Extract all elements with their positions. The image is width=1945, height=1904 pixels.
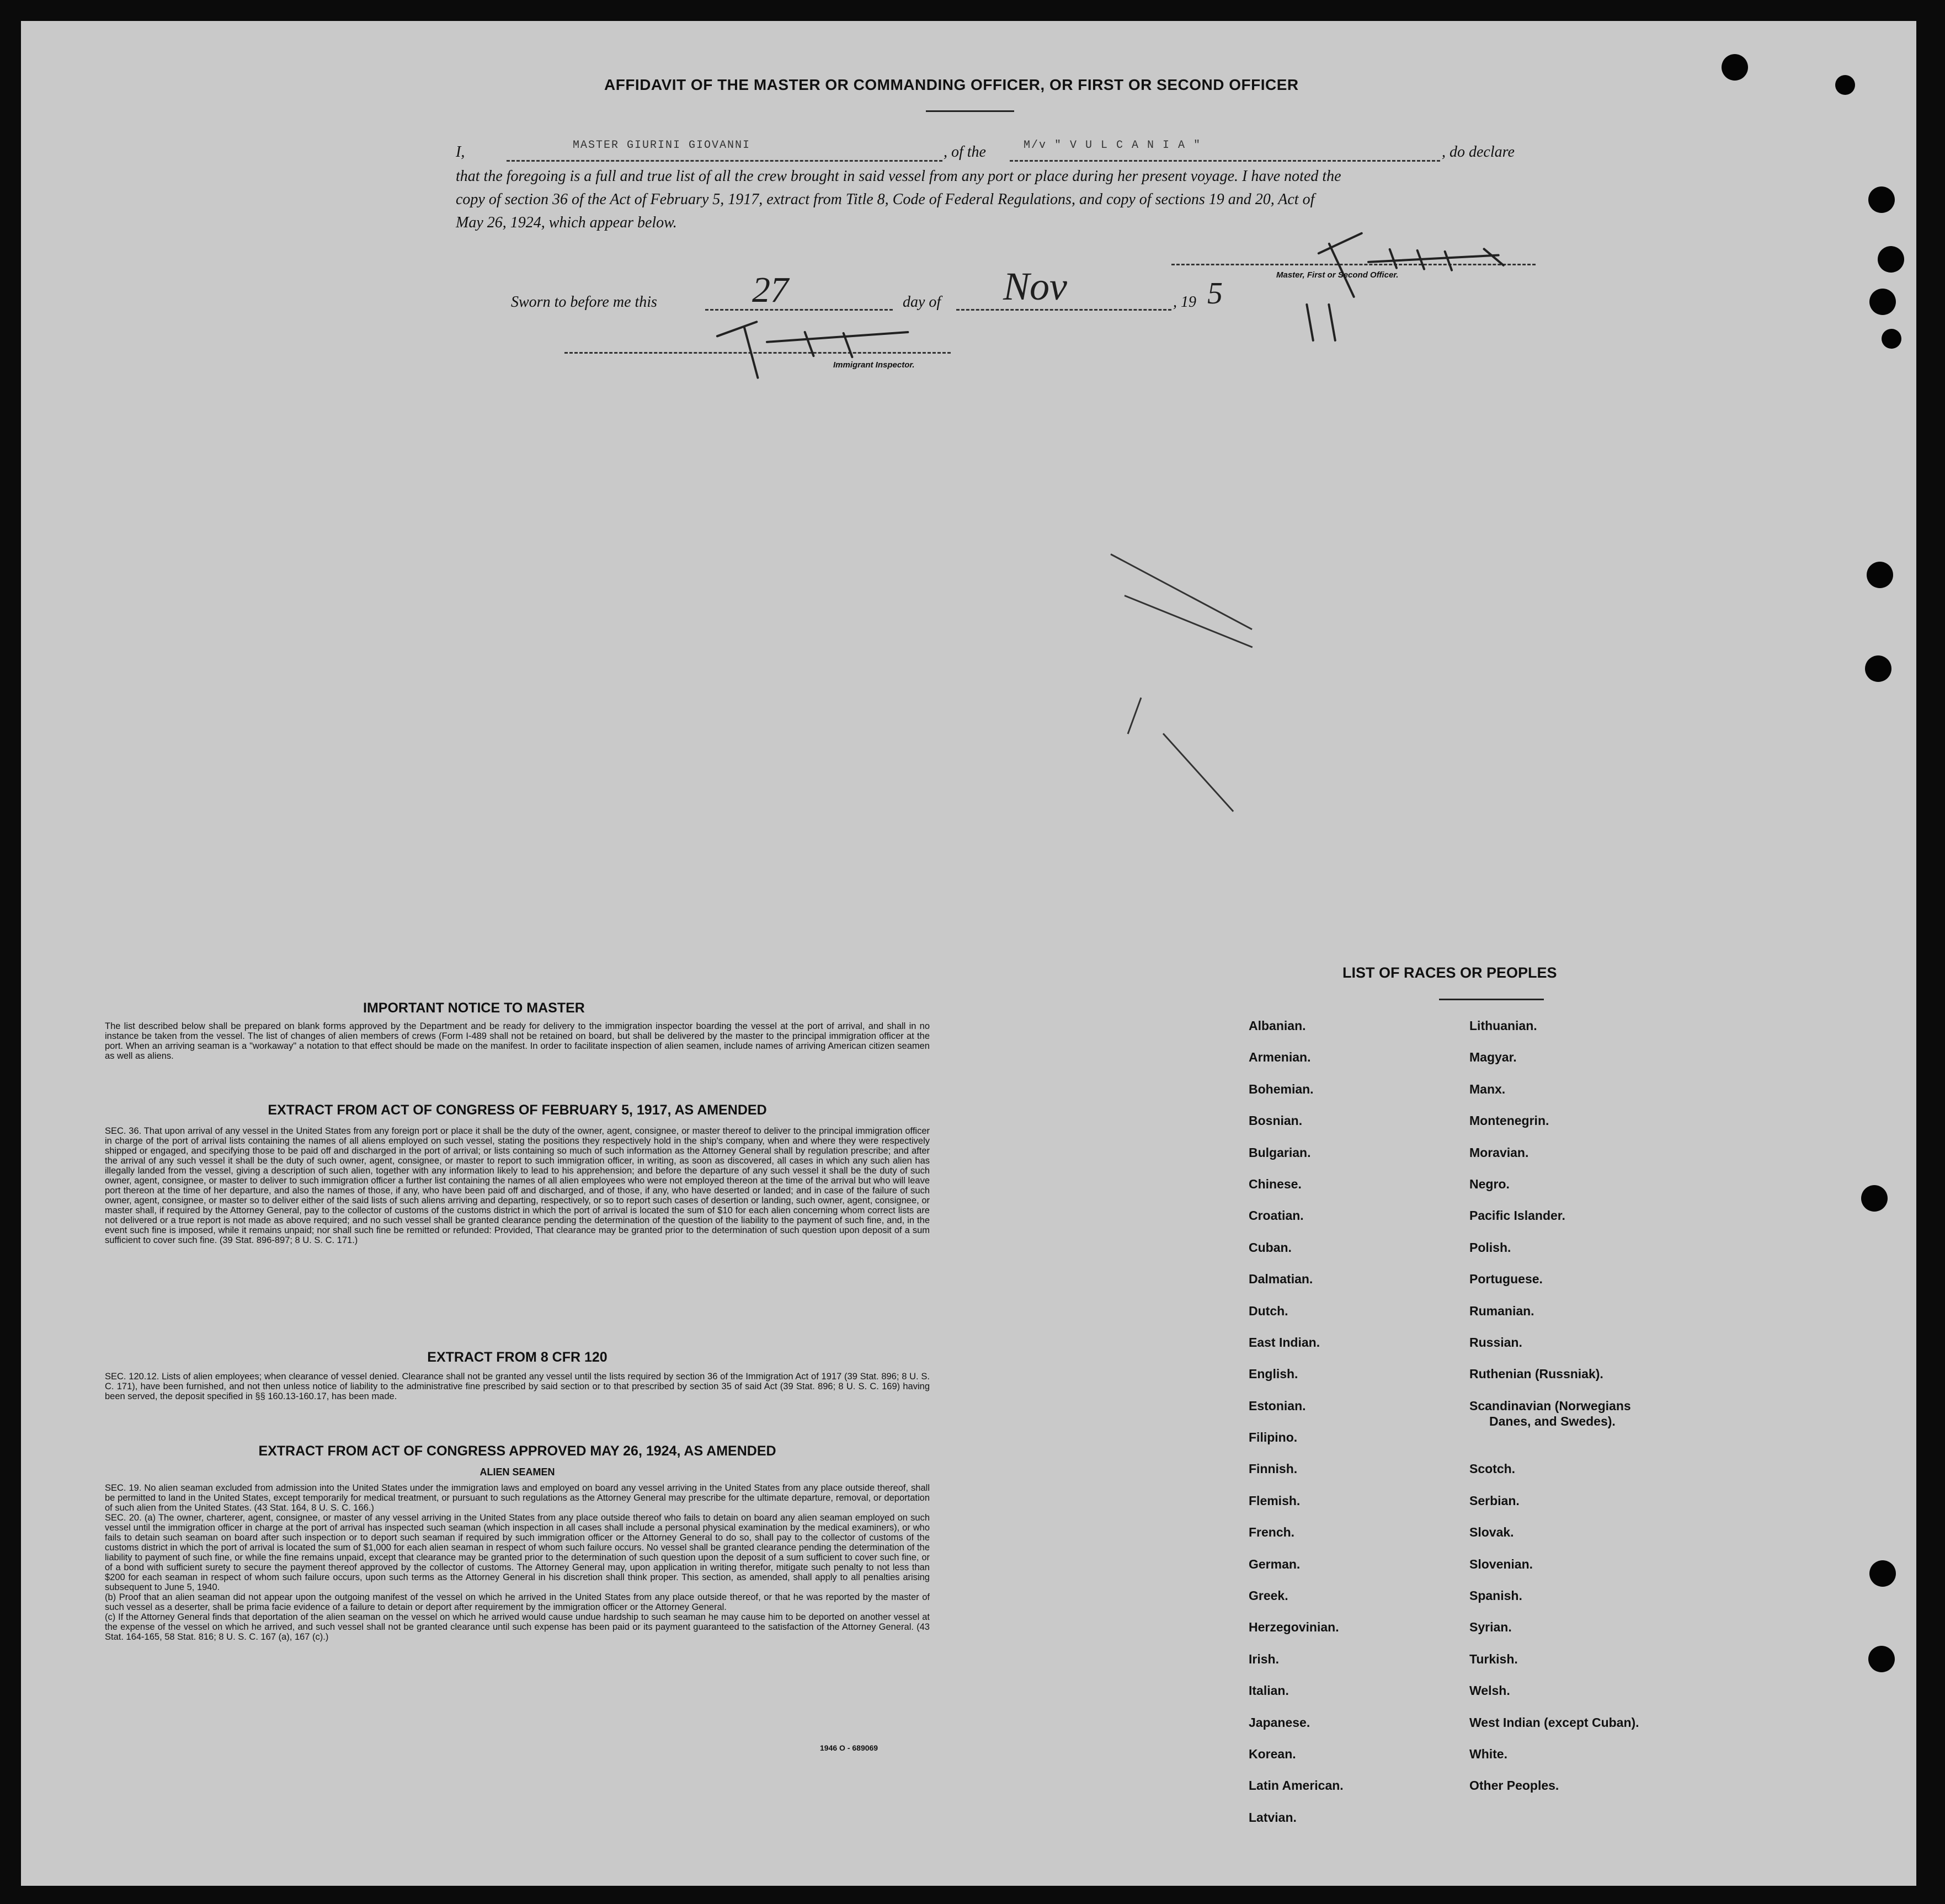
extract-1924-title: EXTRACT FROM ACT OF CONGRESS APPROVED MAY 26, 1924, AS AMENDED <box>258 1443 776 1459</box>
race-item: Scotch. <box>1469 1462 1516 1476</box>
year-value: 5 <box>1207 276 1223 311</box>
do-declare-label: , do declare <box>1442 143 1515 161</box>
race-item: Estonian. <box>1249 1398 1306 1413</box>
race-item: Italian. <box>1249 1683 1289 1698</box>
race-item: Danes, and Swedes). <box>1489 1414 1616 1428</box>
signature-caption: Master, First or Second Officer. <box>1276 270 1399 280</box>
race-item: East Indian. <box>1249 1335 1320 1350</box>
document-page <box>21 21 1916 1886</box>
race-item: Flemish. <box>1249 1493 1301 1508</box>
punch-hole <box>1867 562 1893 588</box>
race-item: Negro. <box>1469 1176 1510 1191</box>
race-item: Greek. <box>1249 1588 1288 1603</box>
race-item: Bulgarian. <box>1249 1145 1311 1160</box>
race-item: Latin American. <box>1249 1778 1344 1793</box>
race-item: White. <box>1469 1747 1507 1761</box>
race-item: Bosnian. <box>1249 1113 1303 1128</box>
extract-1924-sec20b: (b) Proof that an alien seaman did not appear upon the outgoing manifest of the vessel on which he arrived in the United States from any place outside thereof, or that he was reported by the master of such vessel as a deserter, shall be prima facie evidence of a failure to detain or deport after requirement by the immigration officer or the Attorney General. <box>105 1592 930 1612</box>
of-the-label: , of the <box>944 143 986 161</box>
race-item: Ruthenian (Russniak). <box>1469 1367 1603 1382</box>
race-item: Chinese. <box>1249 1176 1302 1191</box>
pencil-mark <box>1124 595 1253 648</box>
race-item: Japanese. <box>1249 1715 1310 1730</box>
race-item: Irish. <box>1249 1651 1279 1666</box>
extract-cfr-title: EXTRACT FROM 8 CFR 120 <box>427 1350 608 1365</box>
race-item: Bohemian. <box>1249 1081 1314 1096</box>
print-code: 1946 O - 689069 <box>820 1743 878 1752</box>
extract-1924-sec19: SEC. 19. No alien seaman excluded from admission into the United States under the immigration laws and employed on board any vessel arriving in the United States from any place outside thereof, shall be permitted to land in the United States, except temporarily for medical treatment, or pursuant to such regulations as the Attorney General may prescribe for the ultimate departure, removal, or deportation of such alien from the United States. (43 Stat. 164, 8 U. S. C. 166.) <box>105 1483 930 1513</box>
extract-1924-sec20a: SEC. 20. (a) The owner, charterer, agent, consignee, or master of any vessel arriving in the United States from any place outside thereof who fails to detain on board any alien seaman employed on such vessel until the immigration officer in charge at the port of arrival has inspected such seaman (which inspection in all cases shall include a personal physical examination by the medical examiners), or who fails to detain such seaman on board after such inspection or to deport such seaman if required by such immigration officer or the Attorney General to do so, shall pay to the collector of customs of the customs district in which the port of arrival is located the sum of $1,000 for each alien seaman in respect of whom such failure occurs. No vessel shall be granted clearance pending the determination of the liability to payment of such fine, or while the fine remains unpaid, except that clearance may be granted prior to the determination of such question upon the deposit of a sum sufficient to cover such fine, or of a bond with sufficient surety to secure the payment thereof approved by the collector of customs. The Attorney General may, upon application in writing therefor, mitigate such penalty to not less than $200 for each seaman in respect of whom such failure occurs, upon such terms as the Attorney General in his discretion shall think proper. This section, as amended, shall apply to all penalties arising subsequent to June 5, 1940. <box>105 1513 930 1592</box>
races-left-column <box>1249 1018 1344 1842</box>
race-item: Latvian. <box>1249 1810 1297 1825</box>
extract-1917-text: SEC. 36. That upon arrival of any vessel in the United States from any foreign port or place it shall be the duty of the owner, agent, consignee, or master thereof to deliver to the principal immigration officer in charge of the port of arrival lists containing the names of all aliens employed on such vessel, stating the positions they respectively hold in the ship's company, when and where they were respectively shipped or engaged, and specifying those to be paid off and discharged in the port of arrival; or lists containing so much of such information as the Attorney General shall by regulation prescribe; and after the arrival of any such vessel it shall be the duty of such owner, agent, consignee, or master to report to such immigration officer, in writing, as soon as discovered, all cases in which any such alien has illegally landed from the vessel, giving a description of such alien, together with any information likely to lead to his apprehension; and before the departure of any such vessel it shall be the duty of such owner, agent, consignee, or master to deliver to such immigration officer a further list containing the names of all alien employees who were not employed thereon at the time of the arrival but who will leave port thereon at the time of her departure, and also the names of those, if any, who have been paid off and discharged, and of those, if any, who have deserted or landed; and in case of the failure of such owner, agent, consignee, or master so to deliver either of the said lists of such aliens arriving and departing, respectively, or so to report such cases of desertion or landing, such owner, agent, consignee, or master shall, if required by the Attorney General, pay to the collector of customs of the customs district in which the port of arrival is located the sum of $10 for each alien concerning whom correct lists are not delivered or a true report is not made as above required; and no such vessel shall be granted clearance pending the determination of the question of the liability to the payment of such fine, and, in the event such fine is imposed, while it remains unpaid; nor shall such fine be remitted or refunded: Provided, That clearance may be granted prior to the determination of such question upon deposit of a sum sufficient to cover such fine. (39 Stat. 896-897; 8 U. S. C. 171.) <box>105 1126 930 1245</box>
vessel-name: M/v " V U L C A N I A " <box>1024 139 1202 152</box>
notice-title: IMPORTANT NOTICE TO MASTER <box>363 1000 585 1016</box>
i-label: I, <box>456 143 465 161</box>
officer-name: MASTER GIURINI GIOVANNI <box>573 139 751 152</box>
declaration-line-2: copy of section 36 of the Act of February 5, 1917, extract from Title 8, Code of Federal Regulations, and copy of sections 19 and 20, Act of <box>456 191 1315 208</box>
race-item: Spanish. <box>1469 1588 1522 1603</box>
race-item: Manx. <box>1469 1081 1506 1096</box>
day-line <box>705 309 893 311</box>
race-item: Portuguese. <box>1469 1272 1543 1287</box>
race-item: Montenegrin. <box>1469 1113 1549 1128</box>
race-item: Pacific Islander. <box>1469 1208 1565 1223</box>
race-item: Dalmatian. <box>1249 1272 1313 1287</box>
punch-hole <box>1868 1646 1895 1672</box>
race-item: West Indian (except Cuban). <box>1469 1715 1639 1730</box>
race-item: Dutch. <box>1249 1303 1288 1318</box>
extract-1924-sec20c: (c) If the Attorney General finds that deportation of the alien seaman on the vessel on which he arrived would cause undue hardship to such seaman he may cause him to be deported on another vessel at the expense of the vessel on which he arrived, and such vessel shall not be granted clearance until such expense has been paid or its payment guaranteed to the satisfaction of the Attorney General. (43 Stat. 164-165, 58 Stat. 816; 8 U. S. C. 167 (a), 167 (c).) <box>105 1612 930 1642</box>
races-title-divider <box>1439 999 1544 1000</box>
punch-hole <box>1878 246 1904 273</box>
race-item: German. <box>1249 1556 1301 1571</box>
race-item: Magyar. <box>1469 1050 1517 1065</box>
punch-hole <box>1869 289 1896 315</box>
race-item: Slovenian. <box>1469 1556 1533 1571</box>
race-item: Armenian. <box>1249 1050 1311 1065</box>
extract-1924-subtitle: ALIEN SEAMEN <box>479 1466 555 1478</box>
race-item: Welsh. <box>1469 1683 1510 1698</box>
race-item: Syrian. <box>1469 1620 1512 1635</box>
extract-1917-title: EXTRACT FROM ACT OF CONGRESS OF FEBRUARY 5, 1917, AS AMENDED <box>268 1102 767 1118</box>
punch-hole <box>1865 655 1891 682</box>
notice-body <box>105 1021 930 1061</box>
punch-hole <box>1869 1560 1896 1587</box>
punch-hole <box>1835 75 1855 95</box>
race-item: Turkish. <box>1469 1651 1518 1666</box>
race-item: Other Peoples. <box>1469 1778 1559 1793</box>
sworn-label: Sworn to before me this <box>511 294 657 311</box>
race-item: Russian. <box>1469 1335 1522 1350</box>
race-item: Albanian. <box>1249 1018 1306 1033</box>
race-item: Slovak. <box>1469 1525 1514 1540</box>
race-item: Polish. <box>1469 1240 1511 1255</box>
extract-1917-body <box>105 1126 930 1245</box>
punch-hole <box>1882 329 1901 349</box>
officer-name-line <box>507 160 942 162</box>
officer-signature <box>1307 231 1538 291</box>
race-item: Filipino. <box>1249 1430 1298 1445</box>
pencil-mark <box>1127 697 1142 734</box>
race-item: Rumanian. <box>1469 1303 1534 1318</box>
declaration-line-1: that the foregoing is a full and true list of all the crew brought in said vessel from any port or place during her present voyage. I have noted the <box>456 168 1341 185</box>
title-divider <box>926 110 1014 112</box>
race-item: Croatian. <box>1249 1208 1304 1223</box>
pencil-mark <box>1163 733 1234 812</box>
extract-1924-body <box>105 1483 930 1642</box>
punch-hole <box>1868 186 1895 213</box>
race-item: Serbian. <box>1469 1493 1520 1508</box>
punch-hole <box>1861 1185 1888 1212</box>
race-item: Korean. <box>1249 1746 1296 1761</box>
inspector-caption: Immigrant Inspector. <box>833 360 915 370</box>
notice-text: The list described below shall be prepared on blank forms approved by the Department and be ready for delivery to the immigration inspector boarding the vessel at the port of arrival, and shall in no instance be taken from the vessel. The list of changes of alien members of crews (Form I-489 shall not be retained on board, but shall be delivered by the master to the principal immigration officer at the port. When an arriving seaman is a "workaway" a notation to that effect should be made on the manifest. In order to facilitate inspection of alien seamen, include names of arriving American citizen seamen as well as aliens. <box>105 1021 930 1061</box>
race-item: Herzegovinian. <box>1249 1620 1339 1635</box>
month-value: Nov <box>1003 264 1067 308</box>
punch-hole <box>1722 54 1748 81</box>
race-item: English. <box>1249 1367 1298 1382</box>
race-item: Cuban. <box>1249 1240 1292 1255</box>
year-prefix: , 19 <box>1173 294 1196 311</box>
races-title: LIST OF RACES OR PEOPLES <box>1342 964 1557 981</box>
race-item: Lithuanian. <box>1469 1018 1537 1033</box>
race-item: Moravian. <box>1469 1145 1529 1160</box>
races-right-column <box>1469 1018 1639 1810</box>
extract-cfr-body <box>105 1372 930 1401</box>
day-value: 27 <box>752 270 788 310</box>
affidavit-title: AFFIDAVIT OF THE MASTER OR COMMANDING OFFICER, OR FIRST OR SECOND OFFICER <box>604 76 1299 93</box>
extract-cfr-text: SEC. 120.12. Lists of alien employees; when clearance of vessel denied. Clearance shall not be granted any vessel until the lists required by section 36 of the Immigration Act of 1917 (39 Stat. 896; 8 U. S. C. 171), have been furnished, and not then unless notice of liability to the administrative fine prescribed by said section or to that prescribed by section 35 of said Act (39 Stat. 896; 8 U. S. C. 169) having been served, the deposit specified in §§ 160.13-160.17, has been made. <box>105 1372 930 1401</box>
day-of-label: day of <box>903 294 941 311</box>
race-item: French. <box>1249 1525 1295 1540</box>
race-item: Scandinavian (Norwegians <box>1469 1398 1631 1413</box>
race-item: Finnish. <box>1249 1462 1298 1476</box>
officer-initials <box>1296 297 1362 346</box>
declaration-line-3: May 26, 1924, which appear below. <box>456 214 677 231</box>
vessel-name-line <box>1010 160 1440 162</box>
